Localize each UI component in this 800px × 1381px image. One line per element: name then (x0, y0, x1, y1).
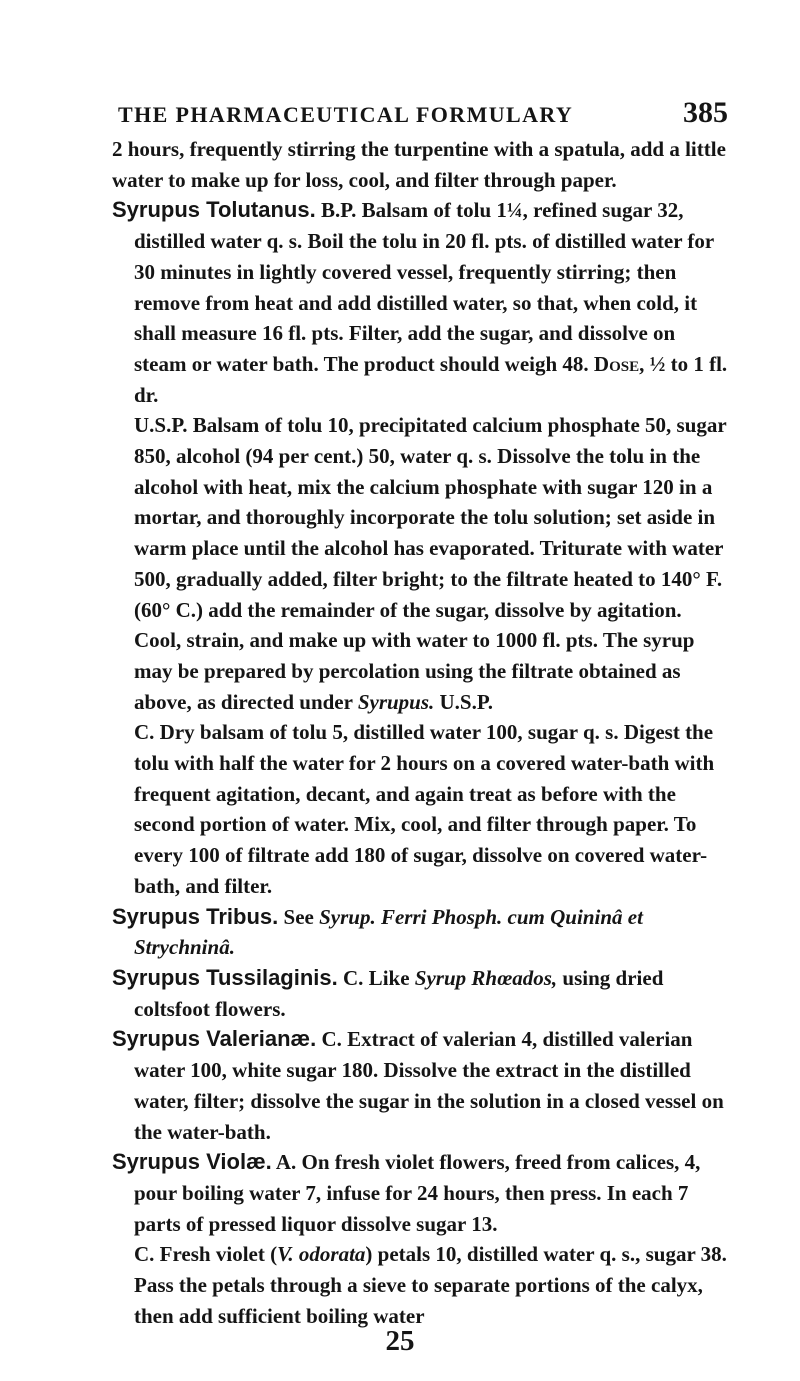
entry-syrupus-valerianae (112, 1024, 732, 1147)
entry-text-tail: using dried coltsfoot flowers. (134, 965, 664, 1021)
entry-headword: Syrupus Valerianæ. (112, 1026, 317, 1052)
entry-syrupus-violae (112, 1147, 732, 1239)
c-text: C. Dry balsam of tolu 5, distilled water 100, sugar q. s. Digest the tolu with half the water for 2 hours on a covered water-bath with frequent agitation, decant, and again treat as before with the second portion of water. Mix, cool, and filter through paper. To every 100 of filtrate add 180 of sugar, dissolve on covered water-bath, and filter. (134, 720, 715, 898)
page-header (118, 96, 728, 130)
entry-headword: Syrupus Violæ. (112, 1149, 272, 1175)
usp-formula (112, 410, 732, 717)
entry-headword: Syrupus Tolutanus. (112, 197, 316, 223)
entry-headword: Syrupus Tribus. (112, 903, 279, 929)
species-name: V. odorata (277, 1242, 366, 1267)
entry-text: C. Extract of valerian 4, distilled valerian water 100, white sugar 180. Dissolve the extract in the distilled water, filter; dissolve the sugar in the solution in a closed vessel on the water-bath. (134, 1027, 724, 1144)
dose-label: Dose, (593, 351, 645, 376)
continued-paragraph (112, 134, 732, 195)
page-body (112, 134, 732, 1331)
entry-syrupus-tussilaginis (112, 963, 732, 1024)
continued-text: 2 hours, frequently stirring the turpentine with a spatula, add a little water to make up for loss, cool, and filter through paper. (112, 137, 726, 192)
signature-mark: 25 (385, 1325, 415, 1357)
page-number: 385 (683, 96, 728, 129)
cross-reference: Syrup Rhœados, (414, 965, 558, 990)
entry-text: C. Like (343, 965, 410, 990)
c-text: C. Fresh violet ( (134, 1242, 278, 1267)
running-head: THE PHARMACEUTICAL FORMULARY (118, 102, 574, 127)
c-formula (112, 1239, 732, 1331)
entry-syrupus-tolutanus (112, 195, 732, 410)
usp-suffix: U.S.P. (439, 689, 494, 714)
entry-headword: Syrupus Tussilaginis. (112, 964, 338, 990)
entry-syrupus-tribus (112, 902, 732, 963)
cross-reference: Syrupus. (357, 689, 435, 714)
cross-reference: Syrup. Ferri Phosph. cum Quininâ et Strychninâ. (134, 904, 643, 960)
dose-value: ½ to 1 fl. dr. (134, 351, 728, 407)
c-text-tail: ) petals 10, distilled water q. s., sugar 38. Pass the petals through a sieve to separate portions of the calyx, then add sufficient boiling water (134, 1242, 727, 1328)
bp-formula: B.P. Balsam of tolu 1¼, refined sugar 32, distilled water q. s. Boil the tolu in 20 fl. pts. of distilled water for 30 minutes in lightly covered vessel, frequently stirring; then remove from heat and add distilled water, so that, when cold, it shall measure 16 fl. pts. Filter, add the sugar, and dissolve on steam or water bath. The product should weigh 48. (134, 198, 714, 376)
a-formula: A. On fresh violet flowers, freed from calices, 4, pour boiling water 7, infuse for 24 hours, then press. In each 7 parts of pressed liquor dissolve sugar 13. (134, 1150, 701, 1236)
usp-text: U.S.P. Balsam of tolu 10, precipitated calcium phosphate 50, sugar 850, alcohol (94 per cent.) 50, water q. s. Dissolve the tolu in the alcohol with heat, mix the calcium phosphate with sugar 120 in a mortar, and thoroughly incorporate the tolu solution; set aside in warm place until the alcohol has evaporated. Triturate with water 500, gradually added, filter bright; to the filtrate heated to 140° F. (60° C.) add the remainder of the sugar, dissolve by agitation. Cool, strain, and make up with water to 1000 fl. pts. The syrup may be prepared by percolation using the filtrate obtained as above, as directed under (134, 413, 727, 714)
c-formula (112, 717, 732, 901)
see-text: See (283, 904, 314, 929)
